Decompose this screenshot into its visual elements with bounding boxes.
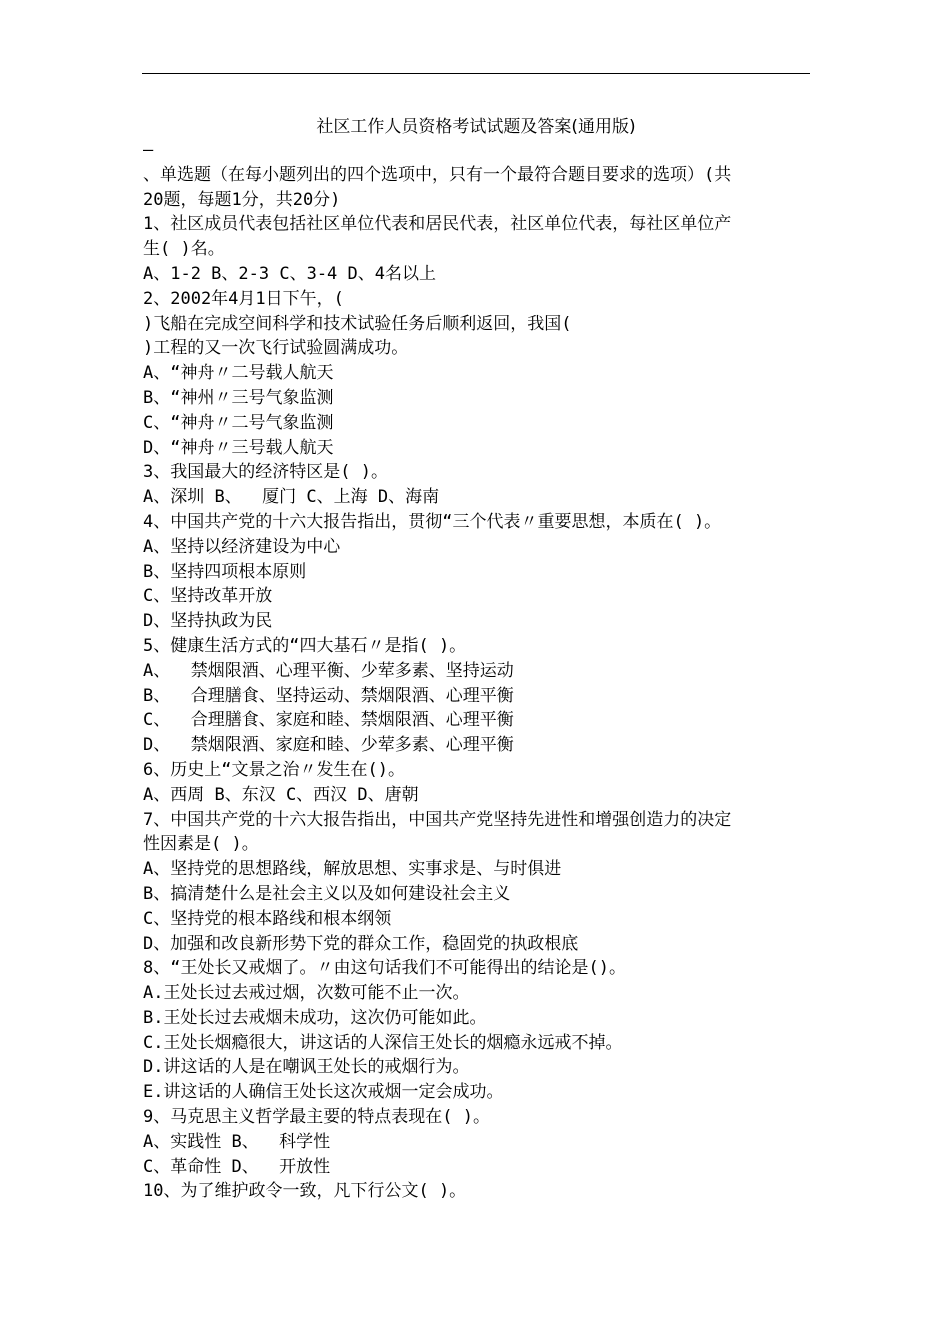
text-line: 生( )名。: [143, 239, 225, 260]
text-line: 5、健康生活方式的“四大基石〃是指( )。: [143, 635, 467, 656]
text-line: A、实践性 B、 科学性: [143, 1131, 331, 1152]
text-line: E.讲这话的人确信王处长这次戒烟一定会成功。: [143, 1082, 504, 1103]
text-line: 、单选题（在每小题列出的四个选项中，只有一个最符合题目要求的选项）(共: [143, 164, 732, 185]
text-line: 6、历史上“文景之治〃发生在()。: [143, 759, 405, 780]
text-line: 20题，每题1分，共20分): [143, 189, 341, 210]
text-line: 4、中国共产党的十六大报告指出，贯彻“三个代表〃重要思想，本质在( )。: [143, 511, 722, 532]
text-line: 10、为了维护政令一致，凡下行公文( )。: [143, 1181, 467, 1202]
text-line: C.王处长烟瘾很大，讲这话的人深信王处长的烟瘾永远戒不掉。: [143, 1032, 623, 1053]
text-line: B.王处长过去戒烟未成功，这次仍可能如此。: [143, 1007, 487, 1028]
text-line: C、革命性 D、 开放性: [143, 1156, 331, 1177]
text-line: A、“神舟〃二号载人航天: [143, 363, 334, 384]
text-line: 3、我国最大的经济特区是( )。: [143, 462, 388, 483]
text-line: 7、中国共产党的十六大报告指出，中国共产党坚持先进性和增强创造力的决定: [143, 809, 732, 830]
document-title: 社区工作人员资格考试试题及答案(通用版): [316, 117, 636, 137]
text-line: C、坚持改革开放: [143, 586, 273, 607]
text-line: B、 合理膳食、坚持运动、禁烟限酒、心理平衡: [143, 685, 514, 706]
text-line: A.王处长过去戒过烟，次数可能不止一次。: [143, 983, 470, 1004]
text-line: )飞船在完成空间科学和技术试验任务后顺利返回，我国(: [143, 313, 572, 334]
text-line: D、加强和改良新形势下党的群众工作，稳固党的执政根底: [143, 933, 579, 954]
text-line: D、“神舟〃三号载人航天: [143, 437, 334, 458]
text-line: A、西周 B、东汉 C、西汉 D、唐朝: [143, 784, 419, 805]
text-line: A、1-2 B、2-3 C、3-4 D、4名以上: [143, 263, 436, 284]
text-line: 1、社区成员代表包括社区单位代表和居民代表，社区单位代表，每社区单位产: [143, 214, 732, 235]
text-line: A、深圳 B、 厦门 C、上海 D、海南: [143, 487, 440, 508]
text-line: B、搞清楚什么是社会主义以及如何建设社会主义: [143, 883, 511, 904]
text-line: B、“神州〃三号气象监测: [143, 387, 334, 408]
text-line: D.讲这话的人是在嘲讽王处长的戒烟行为。: [143, 1057, 470, 1078]
text-line: B、坚持四项根本原则: [143, 561, 307, 582]
text-line: C、“神舟〃二号气象监测: [143, 412, 334, 433]
text-line: C、坚持党的根本路线和根本纲领: [143, 908, 392, 929]
text-line: D、 禁烟限酒、家庭和睦、少荤多素、心理平衡: [143, 735, 514, 756]
text-line: 性因素是( )。: [143, 834, 259, 855]
text-line: C、 合理膳食、家庭和睦、禁烟限酒、心理平衡: [143, 710, 514, 731]
text-line: 9、马克思主义哲学最主要的特点表现在( )。: [143, 1107, 490, 1128]
text-line: A、坚持党的思想路线，解放思想、实事求是、与时俱进: [143, 859, 562, 880]
text-line: A、 禁烟限酒、心理平衡、少荤多素、坚持运动: [143, 660, 514, 681]
text-line: 8、“王处长又戒烟了。〃由这句话我们不可能得出的结论是()。: [143, 958, 626, 979]
text-line: —: [143, 140, 154, 160]
text-line: 2、2002年4月1日下午，(: [143, 288, 344, 309]
text-line: D、坚持执政为民: [143, 611, 273, 632]
text-line: A、坚持以经济建设为中心: [143, 536, 341, 557]
header-rule: [142, 73, 810, 74]
document-body: [143, 138, 811, 1204]
text-line: )工程的又一次飞行试验圆满成功。: [143, 338, 409, 359]
